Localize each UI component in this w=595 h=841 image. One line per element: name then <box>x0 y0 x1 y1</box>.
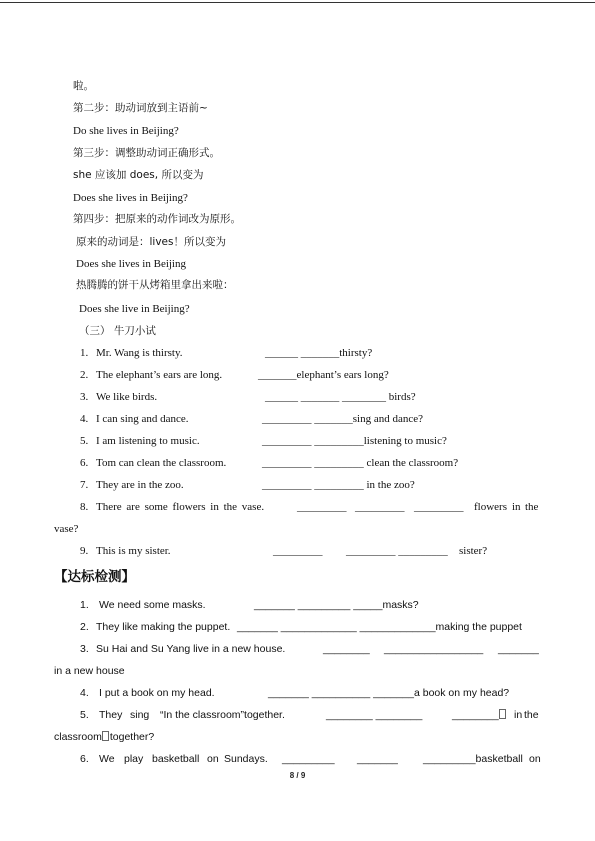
s4-item5-wrap: classroom together? <box>54 731 155 743</box>
s3-item-question: Tom can clean the classroom. <box>96 457 227 469</box>
intro-line-7: 第四步：把原来的动作词改为原形。 <box>73 213 241 225</box>
s4-item5-tail-2: the <box>524 709 539 721</box>
s4-item2-answer: _______ _____________ _____________making the puppet <box>237 621 522 633</box>
s4-item5-tail-1: in <box>514 709 523 721</box>
intro-line-4: 第三步：调整助动词正确形式。 <box>73 147 220 159</box>
s3-item8-blank-1: _________ <box>297 501 347 513</box>
s3-item-question: Mr. Wang is thirsty. <box>96 347 183 359</box>
s4-item5-q1: They <box>99 709 123 721</box>
s4-item5-q2: sing <box>130 709 150 721</box>
s3-item-answer: _______elephant’s ears long? <box>258 369 389 381</box>
s4-item6-num: 6. <box>80 753 89 765</box>
s4-item6-tail: on <box>529 753 541 765</box>
s3-item-number: 4. <box>80 413 89 425</box>
s4-item5-num: 5. <box>80 709 89 721</box>
s3-item8-tail-2: in <box>512 501 521 513</box>
s3-item-question: I am listening to music. <box>96 435 200 447</box>
intro-line-6: Does she lives in Beijing? <box>73 192 188 204</box>
intro-line-9: Does she lives in Beijing <box>76 258 186 270</box>
s4-item5-blank-1: ________ ________ <box>326 709 423 721</box>
s4-item4-answer: _______ __________ _______a book on my head? <box>268 687 510 699</box>
s4-item1-question: We need some masks. <box>99 599 206 611</box>
s3-item8-blank-3: _________ <box>414 501 464 513</box>
s3-item-number: 3. <box>80 391 89 403</box>
unknown-glyph-box <box>102 731 109 741</box>
s4-item6-blank-2: _______ <box>357 753 398 765</box>
s3-item8-num: 8. <box>80 501 89 513</box>
page-number: 8 / 9 <box>289 771 306 780</box>
s3-item-question: They are in the zoo. <box>96 479 184 491</box>
s3-item9-num: 9. <box>80 545 89 557</box>
intro-line-11: Does she live in Beijing? <box>79 303 190 315</box>
s3-item-number: 5. <box>80 435 89 447</box>
s3-item8-wrap: vase? <box>54 523 79 535</box>
s3-item-answer: ______ _______thirsty? <box>265 347 373 359</box>
s4-item6-blank-1: _________ <box>282 753 335 765</box>
s4-item6-q3: basketball <box>152 753 200 765</box>
s4-item3-num: 3. <box>80 643 89 655</box>
s3-item8-question: There are some flowers in the vase. <box>96 501 265 513</box>
intro-line-8: 原来的动词是：lives！所以变为 <box>76 236 226 248</box>
s4-item6-q4: on <box>207 753 219 765</box>
intro-line-5: she 应该加 does, 所以变为 <box>73 169 204 181</box>
s3-item-question: We like birds. <box>96 391 158 403</box>
s4-item3-wrap: in a new house <box>54 665 125 677</box>
s3-item9-question: This is my sister. <box>96 545 171 557</box>
s3-item9-blank-1: _________ <box>273 545 323 557</box>
top-rule <box>0 2 595 3</box>
s4-item6-q2: play <box>124 753 144 765</box>
intro-line-3: Do she lives in Beijing? <box>73 125 179 137</box>
s4-item4-question: I put a book on my head. <box>99 687 215 699</box>
s3-item-question: I can sing and dance. <box>96 413 189 425</box>
s4-item5-blank-2: ________ <box>452 708 507 722</box>
s4-item6-blank-3: _________basketball <box>423 753 523 765</box>
s3-item8-tail-1: flowers <box>474 501 507 513</box>
s3-item8-blank-2: _________ <box>355 501 405 513</box>
section-heading: 【达标检测】 <box>54 569 135 585</box>
s4-item5-q3: “In the classroom”together. <box>160 709 285 721</box>
s4-item2-question: They like making the puppet. <box>96 621 231 633</box>
unknown-glyph-box <box>499 709 506 719</box>
s3-item-answer: _________ _________listening to music? <box>262 435 447 447</box>
s3-item8-tail-3: the <box>525 501 539 513</box>
s3-item9-tail: sister? <box>459 545 488 557</box>
s3-item-answer: _________ _______sing and dance? <box>262 413 423 425</box>
s3-item-answer: _________ _________ in the zoo? <box>262 479 415 491</box>
s3-item-number: 1. <box>80 347 89 359</box>
s3-item-answer: ______ _______ ________ birds? <box>265 391 416 403</box>
s3-item-number: 6. <box>80 457 89 469</box>
s4-item3-blank-3: _______ <box>498 643 539 655</box>
intro-line-2: 第二步：助动词放到主语前~ <box>73 102 208 114</box>
section3-title: （三） 牛刀小试 <box>79 325 156 337</box>
s4-item6-q1: We <box>99 753 115 765</box>
s3-item-answer: _________ _________ clean the classroom? <box>262 457 459 469</box>
intro-line-1: 啦。 <box>73 80 94 92</box>
s3-item-number: 2. <box>80 369 89 381</box>
s4-item1-num: 1. <box>80 599 89 611</box>
s4-item1-answer: _______ _________ _____masks? <box>254 599 419 611</box>
s3-item-question: The elephant’s ears are long. <box>96 369 223 381</box>
intro-line-10: 热腾腾的饼干从烤箱里拿出来啦： <box>76 279 234 291</box>
s4-item3-blank-2: _________________ <box>384 643 484 655</box>
s4-item6-q5: Sundays. <box>224 753 268 765</box>
s4-item2-num: 2. <box>80 621 89 633</box>
s4-item3-question: Su Hai and Su Yang live in a new house. <box>96 643 286 655</box>
s4-item4-num: 4. <box>80 687 89 699</box>
s3-item9-blank-2: _________ _________ <box>346 545 448 557</box>
s4-item3-blank-1: ________ <box>323 643 370 655</box>
s3-item-number: 7. <box>80 479 89 491</box>
